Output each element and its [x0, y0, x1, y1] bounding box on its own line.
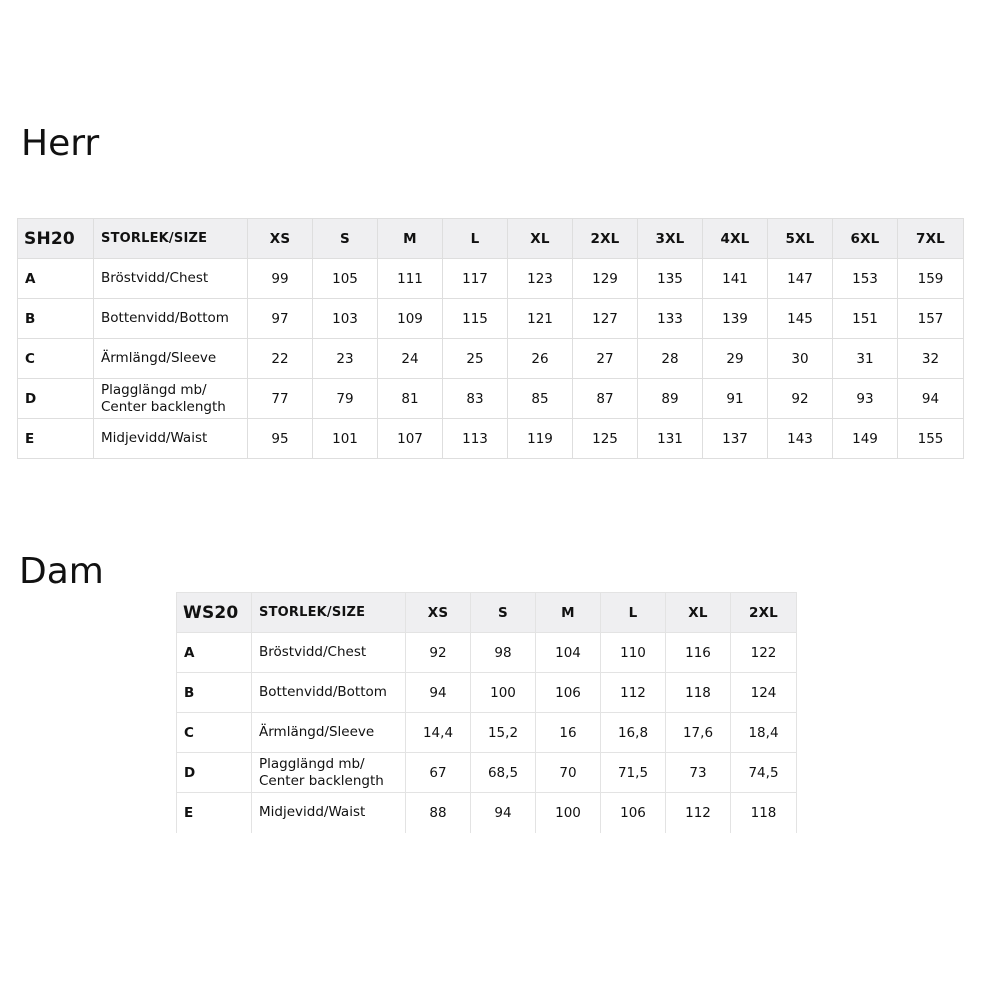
measurement-label: Ärmlängd/Sleeve	[252, 713, 406, 753]
row-letter: B	[177, 673, 252, 713]
size-value-cell: 106	[601, 793, 666, 833]
size-value-cell: 133	[638, 299, 703, 339]
size-value-cell: 70	[536, 753, 601, 793]
row-letter: E	[177, 793, 252, 833]
table-row	[177, 673, 797, 713]
size-value-cell: 18,4	[731, 713, 797, 753]
herr-product-code: SH20	[18, 219, 94, 259]
size-value-cell: 28	[638, 339, 703, 379]
herr-header-row	[18, 219, 964, 259]
size-value-cell: 89	[638, 379, 703, 419]
size-value-cell: 87	[573, 379, 638, 419]
dam-size-l: L	[601, 593, 666, 633]
size-value-cell: 17,6	[666, 713, 731, 753]
herr-size-4xl: 4XL	[703, 219, 768, 259]
measurement-label: Bottenvidd/Bottom	[252, 673, 406, 713]
size-value-cell: 145	[768, 299, 833, 339]
size-value-cell: 85	[508, 379, 573, 419]
size-value-cell: 104	[536, 633, 601, 673]
size-value-cell: 149	[833, 419, 898, 459]
size-value-cell: 141	[703, 259, 768, 299]
size-value-cell: 155	[898, 419, 964, 459]
size-value-cell: 117	[443, 259, 508, 299]
size-value-cell: 112	[601, 673, 666, 713]
measurement-label: Midjevidd/Waist	[94, 419, 248, 459]
size-value-cell: 110	[601, 633, 666, 673]
size-value-cell: 29	[703, 339, 768, 379]
size-value-cell: 32	[898, 339, 964, 379]
herr-size-7xl: 7XL	[898, 219, 964, 259]
size-value-cell: 119	[508, 419, 573, 459]
size-value-cell: 107	[378, 419, 443, 459]
size-value-cell: 81	[378, 379, 443, 419]
herr-size-s: S	[313, 219, 378, 259]
dam-product-code: WS20	[177, 593, 252, 633]
size-value-cell: 100	[536, 793, 601, 833]
size-value-cell: 23	[313, 339, 378, 379]
dam-section-title: Dam	[19, 551, 104, 592]
size-value-cell: 151	[833, 299, 898, 339]
table-row	[18, 379, 964, 419]
table-row	[177, 713, 797, 753]
size-value-cell: 112	[666, 793, 731, 833]
size-value-cell: 109	[378, 299, 443, 339]
size-value-cell: 98	[471, 633, 536, 673]
dam-size-s: S	[471, 593, 536, 633]
measurement-label: Ärmlängd/Sleeve	[94, 339, 248, 379]
row-letter: B	[18, 299, 94, 339]
size-value-cell: 15,2	[471, 713, 536, 753]
size-value-cell: 83	[443, 379, 508, 419]
size-value-cell: 129	[573, 259, 638, 299]
size-value-cell: 118	[666, 673, 731, 713]
size-value-cell: 124	[731, 673, 797, 713]
size-value-cell: 74,5	[731, 753, 797, 793]
dam-header-row	[177, 593, 797, 633]
size-value-cell: 26	[508, 339, 573, 379]
size-value-cell: 16	[536, 713, 601, 753]
dam-table-body	[177, 633, 797, 833]
herr-size-header: STORLEK/SIZE	[94, 219, 248, 259]
herr-size-2xl: 2XL	[573, 219, 638, 259]
size-value-cell: 16,8	[601, 713, 666, 753]
size-value-cell: 92	[406, 633, 471, 673]
herr-size-5xl: 5XL	[768, 219, 833, 259]
size-value-cell: 143	[768, 419, 833, 459]
table-row	[177, 633, 797, 673]
table-row	[177, 753, 797, 793]
row-letter: C	[177, 713, 252, 753]
measurement-label: Plagglängd mb/ Center backlength	[252, 753, 406, 793]
size-value-cell: 27	[573, 339, 638, 379]
size-value-cell: 25	[443, 339, 508, 379]
size-value-cell: 22	[248, 339, 313, 379]
row-letter: D	[18, 379, 94, 419]
measurement-label: Bröstvidd/Chest	[252, 633, 406, 673]
herr-size-l: L	[443, 219, 508, 259]
size-value-cell: 91	[703, 379, 768, 419]
size-value-cell: 123	[508, 259, 573, 299]
size-value-cell: 157	[898, 299, 964, 339]
size-value-cell: 92	[768, 379, 833, 419]
herr-size-xl: XL	[508, 219, 573, 259]
size-value-cell: 105	[313, 259, 378, 299]
size-value-cell: 115	[443, 299, 508, 339]
herr-size-m: M	[378, 219, 443, 259]
size-value-cell: 118	[731, 793, 797, 833]
size-value-cell: 94	[406, 673, 471, 713]
row-letter: A	[177, 633, 252, 673]
herr-size-xs: XS	[248, 219, 313, 259]
size-value-cell: 135	[638, 259, 703, 299]
size-value-cell: 139	[703, 299, 768, 339]
herr-size-3xl: 3XL	[638, 219, 703, 259]
measurement-label: Plagglängd mb/ Center backlength	[94, 379, 248, 419]
size-value-cell: 95	[248, 419, 313, 459]
dam-size-xs: XS	[406, 593, 471, 633]
herr-section-title: Herr	[21, 123, 100, 164]
herr-size-6xl: 6XL	[833, 219, 898, 259]
size-value-cell: 68,5	[471, 753, 536, 793]
herr-size-table	[17, 218, 964, 459]
size-value-cell: 99	[248, 259, 313, 299]
table-row	[18, 259, 964, 299]
size-value-cell: 137	[703, 419, 768, 459]
size-value-cell: 100	[471, 673, 536, 713]
row-letter: C	[18, 339, 94, 379]
size-value-cell: 31	[833, 339, 898, 379]
dam-size-xl: XL	[666, 593, 731, 633]
size-value-cell: 122	[731, 633, 797, 673]
size-value-cell: 127	[573, 299, 638, 339]
table-row	[18, 299, 964, 339]
size-value-cell: 97	[248, 299, 313, 339]
size-value-cell: 111	[378, 259, 443, 299]
size-value-cell: 153	[833, 259, 898, 299]
dam-size-table	[176, 592, 797, 833]
size-value-cell: 94	[898, 379, 964, 419]
size-value-cell: 14,4	[406, 713, 471, 753]
size-value-cell: 77	[248, 379, 313, 419]
row-letter: A	[18, 259, 94, 299]
size-value-cell: 73	[666, 753, 731, 793]
dam-size-m: M	[536, 593, 601, 633]
table-row	[18, 419, 964, 459]
table-row	[18, 339, 964, 379]
dam-size-header: STORLEK/SIZE	[252, 593, 406, 633]
dam-size-2xl: 2XL	[731, 593, 797, 633]
size-value-cell: 147	[768, 259, 833, 299]
size-value-cell: 79	[313, 379, 378, 419]
size-value-cell: 103	[313, 299, 378, 339]
table-row	[177, 793, 797, 833]
size-value-cell: 30	[768, 339, 833, 379]
size-value-cell: 93	[833, 379, 898, 419]
size-value-cell: 88	[406, 793, 471, 833]
size-value-cell: 67	[406, 753, 471, 793]
size-value-cell: 159	[898, 259, 964, 299]
herr-table-body	[18, 259, 964, 459]
size-value-cell: 71,5	[601, 753, 666, 793]
row-letter: D	[177, 753, 252, 793]
size-value-cell: 125	[573, 419, 638, 459]
size-value-cell: 121	[508, 299, 573, 339]
measurement-label: Bottenvidd/Bottom	[94, 299, 248, 339]
size-value-cell: 101	[313, 419, 378, 459]
row-letter: E	[18, 419, 94, 459]
size-value-cell: 24	[378, 339, 443, 379]
size-value-cell: 106	[536, 673, 601, 713]
size-value-cell: 131	[638, 419, 703, 459]
measurement-label: Midjevidd/Waist	[252, 793, 406, 833]
size-value-cell: 94	[471, 793, 536, 833]
size-value-cell: 116	[666, 633, 731, 673]
size-value-cell: 113	[443, 419, 508, 459]
measurement-label: Bröstvidd/Chest	[94, 259, 248, 299]
